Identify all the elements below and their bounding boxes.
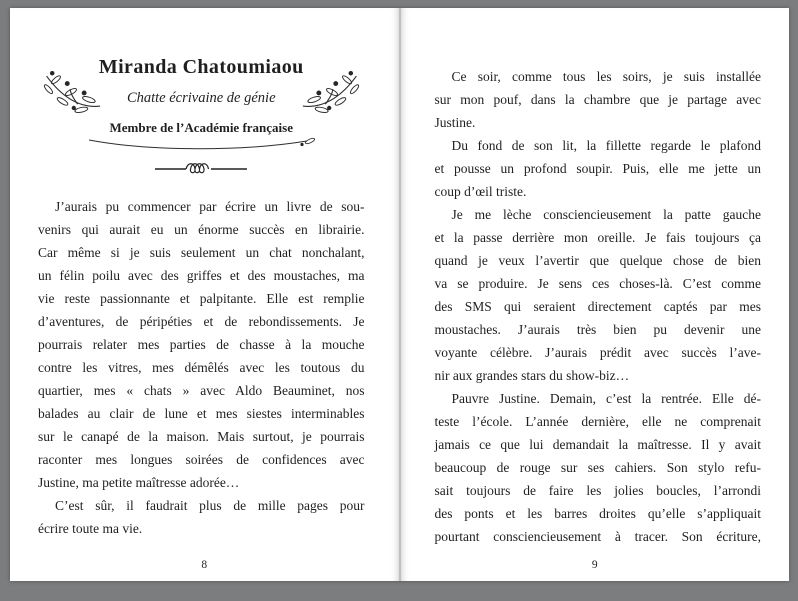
text-line: pourtant consciencieusement à tracer. Son écriture, <box>434 529 761 544</box>
page-right <box>401 8 790 581</box>
text-line: pourrais relater mes parties de chasse à la mouche <box>38 337 365 352</box>
left-page-body <box>38 195 365 540</box>
text-line: et la passe derrière mon oreille. Je fais toujours ça <box>434 230 761 245</box>
text-line: moustaches. J’aurais très bien pu devenir une <box>434 322 761 337</box>
text-line: sait toujours de faire les jolies boucles, l’arrondi <box>434 483 761 498</box>
text-line: Justine. <box>434 115 476 130</box>
laurel-flourish-icon <box>83 137 319 153</box>
paragraph <box>38 195 365 494</box>
olive-branch-icon <box>40 66 102 118</box>
text-line: Ce soir, comme tous les soirs, je suis installée <box>451 69 761 84</box>
text-line: d’aventures, de péripéties et de rebondissements. Je <box>38 314 365 329</box>
text-line: sur le canapé de la maison. Mais surtout, je pourrais <box>38 429 365 444</box>
text-line: teste l’école. L’année dernière, elle ne comprenait <box>434 414 761 429</box>
right-page-body <box>435 8 762 548</box>
page-number: 9 <box>591 559 598 571</box>
paragraph <box>435 203 762 387</box>
chapter-title: Miranda Chatoumiaou <box>98 56 304 78</box>
text-line: écrire toute ma vie. <box>38 521 143 536</box>
text-line: jamais ce que lui demandait la maîtresse. Il y avait <box>434 437 761 452</box>
paragraph <box>435 134 762 203</box>
text-line: balades au clair de lune et mes siestes interminables <box>38 406 365 421</box>
text-line: quand je veux l’avertir que quelque chose de bien <box>434 253 761 268</box>
text-line: Justine, ma petite maîtresse adorée… <box>38 475 240 490</box>
chapter-header <box>38 8 365 181</box>
text-line: coup d’œil triste. <box>434 184 527 199</box>
text-line: contre les vitres, mes démêlés avec les toutous du <box>38 360 365 375</box>
text-line: quartier, mes « chats » avec Aldo Beauminet, nos <box>38 383 365 398</box>
text-line: Du fond de son lit, la fillette regarde le plafond <box>451 138 761 153</box>
text-line: venirs qui aurait eu un énorme succès en librairie. <box>38 222 365 237</box>
text-line: Je me lèche consciencieusement la patte gauche <box>451 207 761 222</box>
text-line: voyante célèbre. J’aurais prédit avec succès l’ave- <box>434 345 761 360</box>
paragraph <box>435 387 762 548</box>
text-line: des SMS qui seraient directement captés par mes <box>434 299 761 314</box>
text-line: va se produire. Je sens ces choses-là. C’est comme <box>434 276 761 291</box>
chapter-affiliation: Membre de l’Académie française <box>109 120 293 135</box>
page-number: 8 <box>201 559 208 571</box>
text-line: Pauvre Justine. Demain, c’est la rentrée. Elle dé- <box>451 391 761 406</box>
book-spread <box>10 8 789 581</box>
rope-squiggle-icon <box>153 162 249 176</box>
text-line: un félin poilu avec des griffes et des moustaches, ma <box>38 268 365 283</box>
chapter-subtitle: Chatte écrivaine de génie <box>126 90 276 106</box>
paragraph <box>38 494 365 540</box>
text-line: et pousse un profond soupir. Puis, elle me jette un <box>434 161 761 176</box>
text-line: raconter mes longues soirées de confidences avec <box>38 452 365 467</box>
page-left <box>10 8 399 581</box>
text-line: vie reste passionnante et palpitante. Elle est remplie <box>38 291 365 306</box>
text-line: nir aux grandes stars du show-biz… <box>434 368 630 383</box>
text-line: des ponts et les barres droites qu’elle s’appliquait <box>434 506 761 521</box>
text-line: sur mon pouf, dans la chambre que je partage avec <box>434 92 761 107</box>
olive-branch-icon <box>301 66 363 118</box>
paragraph <box>435 65 762 134</box>
text-line: J’aurais pu commencer par écrire un livre de sou- <box>55 199 365 214</box>
text-line: C’est sûr, il faudrait plus de mille pages pour <box>55 498 365 513</box>
text-line: beaucoup de rouge sur ses cahiers. Son stylo refu- <box>434 460 761 475</box>
section-divider <box>38 162 365 181</box>
text-line: Car même si je suis seulement un chat nonchalant, <box>38 245 365 260</box>
